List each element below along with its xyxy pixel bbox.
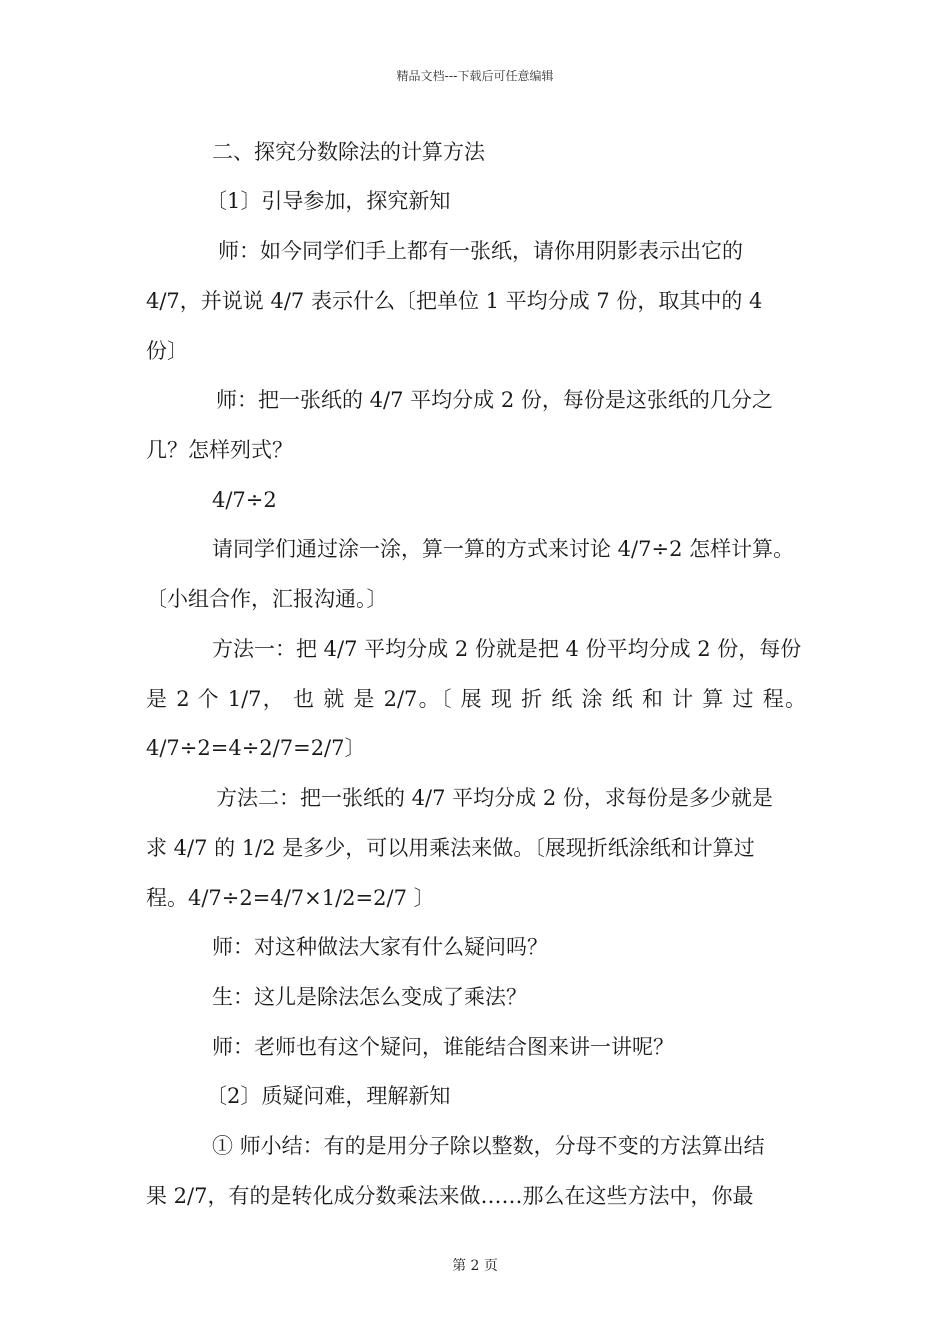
text-line: 份〕 <box>146 339 188 363</box>
formula-line: 4/7÷2 <box>212 488 277 512</box>
page-header: 精品文档---下载后可任意编辑 <box>396 69 554 83</box>
text-line: 几？怎样列式？ <box>146 438 293 462</box>
text-line: 〔小组合作，汇报沟通。〕 <box>146 587 388 611</box>
page-number: 第 2 页 <box>452 1258 498 1274</box>
text-line: 方法二：把一张纸的 4/7 平均分成 2 份，求每份是多少就是 <box>216 786 773 810</box>
formula-line: 程。4/7÷2=4/7×1/2=2/7 〕 <box>146 886 435 910</box>
text-line: 求 4/7 的 1/2 是多少，可以用乘法来做。〔展现折纸涂纸和计算过 <box>146 836 755 860</box>
text-line: 师：对这种做法大家有什么疑问吗？ <box>212 935 548 959</box>
text-line: 果 2/7，有的是转化成分数乘法来做……那么在这些方法中，你最 <box>146 1184 754 1208</box>
text-line: 师：把一张纸的 4/7 平均分成 2 份，每份是这张纸的几分之 <box>216 388 773 412</box>
section-heading: 二、探究分数除法的计算方法 <box>212 140 485 164</box>
text-line: 师：如今同学们手上都有一张纸，请你用阴影表示出它的 <box>218 239 743 263</box>
text-line: 请同学们通过涂一涂，算一算的方式来讨论 4/7÷2 怎样计算。 <box>212 537 795 561</box>
subsection-heading: 〔2〕质疑问难，理解新知 <box>206 1084 451 1108</box>
text-line: 4/7，并说说 4/7 表示什么〔把单位 1 平均分成 7 份，取其中的 4 <box>146 289 763 313</box>
formula-line: 4/7÷2=4÷2/7=2/7〕 <box>146 736 366 760</box>
subsection-heading: 〔1〕引导参加，探究新知 <box>206 189 451 213</box>
text-line: 是 2 个 1/7， 也 就 是 2/7。〔 展 现 折 纸 涂 纸 和 计 算 过 程。 <box>146 687 806 711</box>
text-line: 方法一：把 4/7 平均分成 2 份就是把 4 份平均分成 2 份，每份 <box>212 637 802 661</box>
text-line: 师：老师也有这个疑问，谁能结合图来讲一讲呢？ <box>212 1035 674 1059</box>
text-line: 生：这儿是除法怎么变成了乘法？ <box>212 985 527 1009</box>
text-line: ① 师小结：有的是用分子除以整数，分母不变的方法算出结 <box>212 1134 765 1158</box>
